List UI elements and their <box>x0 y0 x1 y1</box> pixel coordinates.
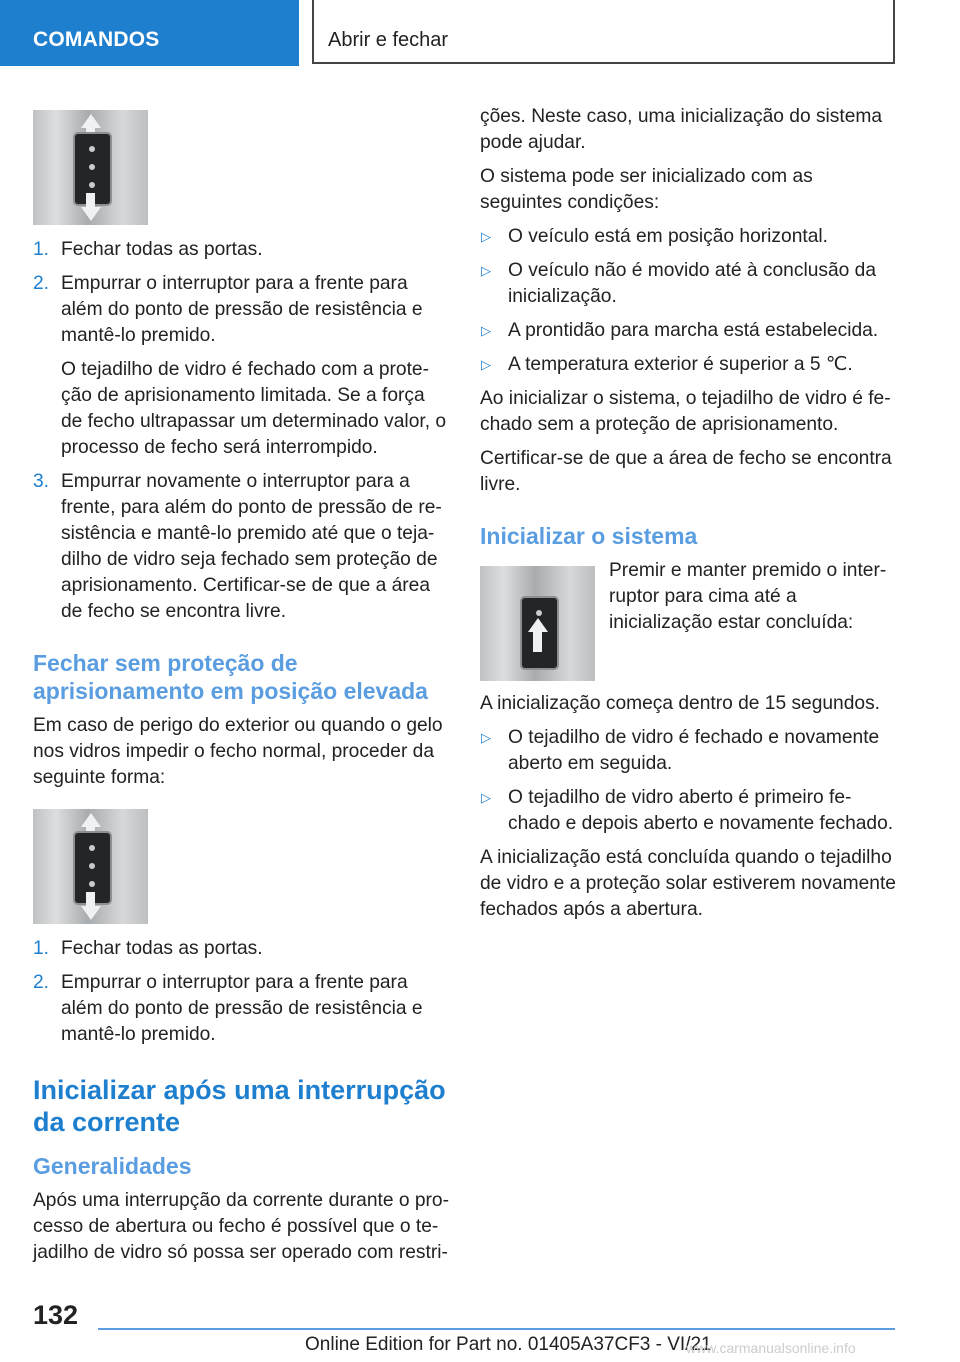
list-note: O tejadilho de vidro é fechado com a prote-ção de aprisionamento limitada. Se a força de fecho ultrapassar um determinado valor, o processo de fecho será interrompido. <box>61 359 447 458</box>
triangle-bullet-icon: ▷ <box>481 229 491 244</box>
arrow-up-icon <box>81 114 101 128</box>
left-column <box>33 104 449 1274</box>
triangle-bullet-icon: ▷ <box>481 323 491 338</box>
arrow-down-icon <box>81 207 101 221</box>
triangle-bullet-icon: ▷ <box>481 790 491 805</box>
list-item: ▷ A prontidão para marcha está estabelecida. <box>480 318 896 344</box>
triangle-bullet-icon: ▷ <box>481 357 491 372</box>
heading-general: Generalidades <box>33 1153 192 1179</box>
switch-image-close <box>33 110 148 225</box>
arrow-up-icon <box>81 813 101 827</box>
triangle-bullet-icon: ▷ <box>481 730 491 745</box>
switch-image-initialize <box>480 566 595 681</box>
close-intro: Em caso de perigo do exterior ou quando o gelo nos vidros impedir o fecho normal, proceder da seguinte forma: <box>33 715 443 788</box>
list-item: 2. Empurrar o interruptor para a frente para além do ponto de pressão de resistência e mantê-lo premido. <box>33 273 423 346</box>
section-title: COMANDOS <box>33 28 160 51</box>
chapter-title: Abrir e fechar <box>328 29 449 51</box>
list-item: 1. Fechar todas as portas. <box>33 938 263 959</box>
chapter-header <box>312 0 895 64</box>
finished-text: A inicialização está concluída quando o tejadilho de vidro e a proteção solar estiverem novamente fechados após a abertura. <box>480 847 896 920</box>
continued-text: ções. Neste caso, uma inicialização do sistema pode ajudar. <box>480 106 883 153</box>
arrow-down-icon <box>81 906 101 920</box>
list-item: 3. Empurrar novamente o interruptor para a frente, para além do ponto de pressão de re-sistência e mantê-lo premido até que o teja-dilho de vidro seja fechado sem proteção de aprisionamento. Certificar-se de que a área de fecho se encontra livre. <box>33 471 442 622</box>
section-tab <box>0 0 299 66</box>
footer-edition: Online Edition for Part no. 01405A37CF3 - VI/21 <box>305 1334 712 1355</box>
list-item: 1. Fechar todas as portas. <box>33 239 263 260</box>
footer-watermark: www.carmanualsonline.info <box>686 1340 856 1356</box>
conditions-intro: O sistema pode ser inicializado com as seguintes condições: <box>480 166 813 213</box>
list-item: ▷ A temperatura exterior é superior a 5 ℃. <box>480 352 896 378</box>
footer-divider <box>98 1328 895 1330</box>
page-number: 132 <box>33 1300 79 1330</box>
list-item: ▷ O veículo está em posição horizontal. <box>480 224 896 250</box>
system-text: Premir e manter premido o inter-ruptor para cima até a inicialização estar concluída: <box>609 560 887 633</box>
list-item: ▷ O tejadilho de vidro é fechado e novamente aberto em seguida. <box>481 727 880 774</box>
heading-close-without-protection: Fechar sem proteção de aprisionamento em posição elevada <box>33 650 428 704</box>
list-item: ▷ O veículo não é movido até à conclusão da inicialização. <box>481 260 876 307</box>
switch-image-close-2 <box>33 809 148 924</box>
starts-text: A inicialização começa dentro de 15 segundos. <box>480 693 880 714</box>
heading-initialize-after-interruption: Inicializar após uma interrupção da corrente <box>33 1075 446 1137</box>
list-item: 2. Empurrar o interruptor para a frente para além do ponto de pressão de resistência e mantê-lo premido. <box>33 972 423 1045</box>
general-text: Após uma interrupção da corrente durante o pro-cesso de abertura ou fecho é possível que o te-jadilho de vidro só possa ser operado com restri- <box>33 1190 449 1263</box>
right-column <box>480 104 896 931</box>
heading-initialize-system: Inicializar o sistema <box>480 523 698 549</box>
after-init-text: Ao inicializar o sistema, o tejadilho de vidro é fe-chado sem a proteção de aprisionamento. <box>480 388 891 435</box>
arrow-up-icon <box>528 618 548 632</box>
triangle-bullet-icon: ▷ <box>481 263 491 278</box>
list-item: ▷ O tejadilho de vidro aberto é primeiro fe-chado e depois aberto e novamente fechado. <box>481 787 894 834</box>
certify-text: Certificar-se de que a área de fecho se encontra livre. <box>480 448 892 495</box>
